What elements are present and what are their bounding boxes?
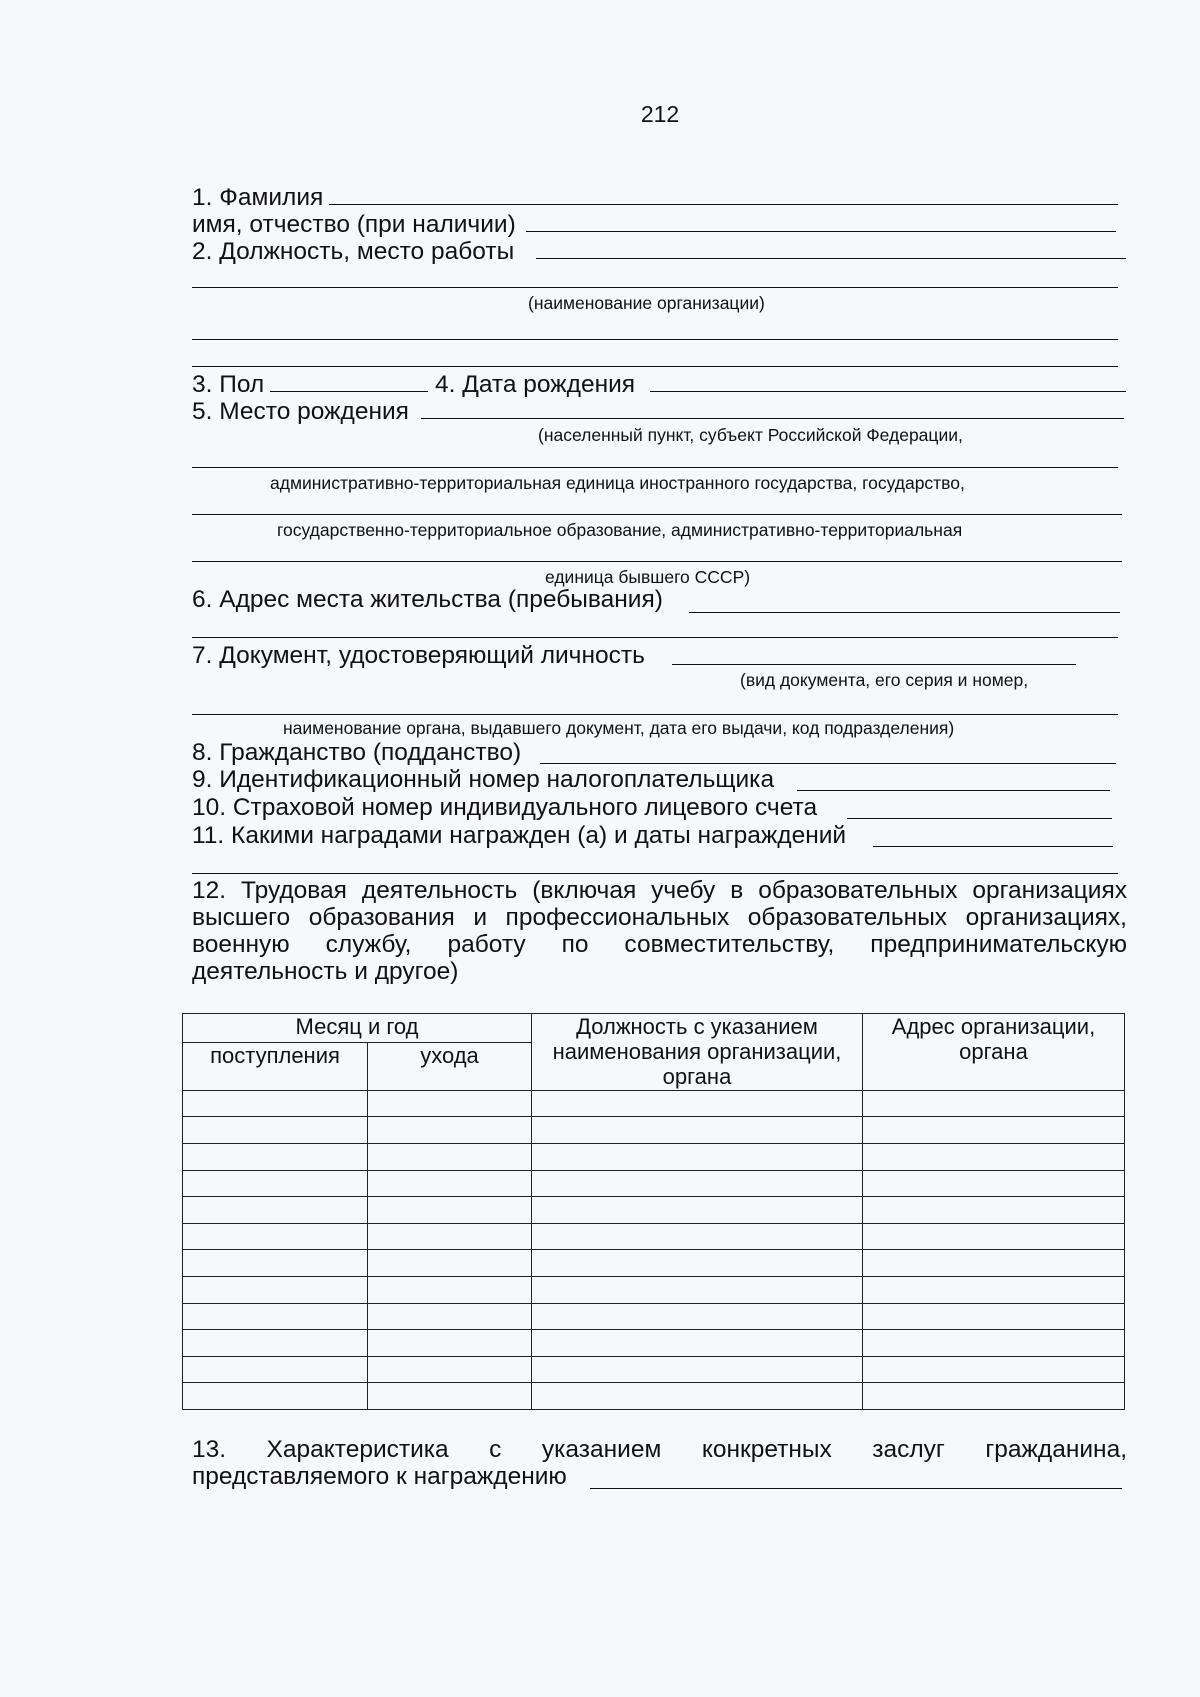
cell-end[interactable] <box>368 1197 532 1224</box>
cell-address[interactable] <box>863 1090 1125 1117</box>
cell-start[interactable] <box>183 1090 368 1117</box>
cell-address[interactable] <box>863 1170 1125 1197</box>
cell-position[interactable] <box>532 1277 863 1304</box>
cell-position[interactable] <box>532 1090 863 1117</box>
caption-id-document-2: наименование органа, выдавшего документ, дата его выдачи, код подразделения) <box>283 718 955 738</box>
table-row <box>183 1117 1125 1144</box>
cell-position[interactable] <box>532 1223 863 1250</box>
cell-position[interactable] <box>532 1303 863 1330</box>
field-label-surname: 1. Фамилия <box>192 184 324 211</box>
address-line[interactable] <box>689 612 1120 613</box>
cell-address[interactable] <box>863 1117 1125 1144</box>
header-position: Должность с указанием наименования организации, органа <box>532 1014 863 1091</box>
table-row <box>183 1277 1125 1304</box>
cell-position[interactable] <box>532 1197 863 1224</box>
cell-end[interactable] <box>368 1117 532 1144</box>
table-row <box>183 1197 1125 1224</box>
table-row <box>183 1383 1125 1410</box>
cell-address[interactable] <box>863 1223 1125 1250</box>
field-label-inn: 9. Идентификационный номер налогоплательщика <box>192 766 775 793</box>
cell-end[interactable] <box>368 1144 532 1171</box>
birthplace-line-2[interactable] <box>192 467 1118 468</box>
cell-start[interactable] <box>183 1330 368 1357</box>
cell-position[interactable] <box>532 1330 863 1357</box>
cell-start[interactable] <box>183 1223 368 1250</box>
cell-end[interactable] <box>368 1277 532 1304</box>
field-label-birthplace: 5. Место рождения <box>192 398 409 425</box>
cell-address[interactable] <box>863 1144 1125 1171</box>
birthplace-line[interactable] <box>421 418 1124 419</box>
cell-end[interactable] <box>368 1330 532 1357</box>
cell-end[interactable] <box>368 1303 532 1330</box>
birthplace-line-3[interactable] <box>192 514 1122 515</box>
characteristic-line[interactable] <box>590 1488 1122 1489</box>
page-number: 212 <box>640 101 680 127</box>
cell-position[interactable] <box>532 1383 863 1410</box>
cell-start[interactable] <box>183 1303 368 1330</box>
caption-birthplace-2: административно-территориальная единица иностранного государства, государство, <box>270 473 965 493</box>
cell-start[interactable] <box>183 1117 368 1144</box>
cell-start[interactable] <box>183 1277 368 1304</box>
table-row <box>183 1170 1125 1197</box>
cell-start[interactable] <box>183 1170 368 1197</box>
cell-position[interactable] <box>532 1117 863 1144</box>
surname-line[interactable] <box>329 204 1118 205</box>
table-row <box>183 1223 1125 1250</box>
caption-id-document-1: (вид документа, его серия и номер, <box>740 670 1029 690</box>
cell-start[interactable] <box>183 1356 368 1383</box>
caption-birthplace-4: единица бывшего СССР) <box>545 567 751 587</box>
organization-line[interactable] <box>192 287 1118 288</box>
citizenship-line[interactable] <box>540 763 1116 764</box>
awards-line-2[interactable] <box>192 873 1118 874</box>
birthdate-line[interactable] <box>650 391 1126 392</box>
caption-birthplace-1: (населенный пункт, субъект Российской Федерации, <box>538 425 963 445</box>
cell-start[interactable] <box>183 1250 368 1277</box>
id-document-line-2[interactable] <box>192 714 1118 715</box>
table-row <box>183 1144 1125 1171</box>
table-row <box>183 1330 1125 1357</box>
cell-end[interactable] <box>368 1223 532 1250</box>
cell-position[interactable] <box>532 1250 863 1277</box>
organization-line-3[interactable] <box>192 366 1118 367</box>
cell-end[interactable] <box>368 1356 532 1383</box>
cell-address[interactable] <box>863 1330 1125 1357</box>
sex-line[interactable] <box>270 391 428 392</box>
cell-end[interactable] <box>368 1170 532 1197</box>
table-row <box>183 1303 1125 1330</box>
cell-address[interactable] <box>863 1356 1125 1383</box>
field-label-snils: 10. Страховой номер индивидуального лицевого счета <box>192 794 818 821</box>
table-row <box>183 1356 1125 1383</box>
snils-line[interactable] <box>847 818 1112 819</box>
cell-start[interactable] <box>183 1383 368 1410</box>
name-line[interactable] <box>526 231 1116 232</box>
field-label-name: имя, отчество (при наличии) <box>192 211 516 238</box>
header-month-year: Месяц и год <box>183 1014 532 1043</box>
field-label-awards: 11. Какими наградами награжден (а) и даты награждений <box>192 822 847 849</box>
organization-line-2[interactable] <box>192 339 1118 340</box>
awards-line[interactable] <box>873 846 1113 847</box>
header-address: Адрес организации, органа <box>863 1014 1125 1091</box>
cell-end[interactable] <box>368 1383 532 1410</box>
cell-end[interactable] <box>368 1250 532 1277</box>
cell-start[interactable] <box>183 1144 368 1171</box>
field-label-position: 2. Должность, место работы <box>192 238 515 265</box>
cell-position[interactable] <box>532 1170 863 1197</box>
position-line[interactable] <box>536 258 1126 259</box>
work-history-heading: 12. Трудовая деятельность (включая учебу в образовательных организациях высшего образования и профессиональных образовательных организациях, военную службу, работу по совместительству, предпринимательскую деятельность и другое) <box>192 877 1127 985</box>
field-label-address: 6. Адрес места жительства (пребывания) <box>192 586 663 613</box>
table-row <box>183 1090 1125 1117</box>
cell-address[interactable] <box>863 1383 1125 1410</box>
cell-address[interactable] <box>863 1277 1125 1304</box>
header-start: поступления <box>183 1043 368 1091</box>
birthplace-line-4[interactable] <box>192 561 1122 562</box>
cell-start[interactable] <box>183 1197 368 1224</box>
cell-position[interactable] <box>532 1144 863 1171</box>
address-line-2[interactable] <box>192 637 1118 638</box>
work-history-table <box>182 1013 1125 1410</box>
cell-address[interactable] <box>863 1197 1125 1224</box>
inn-line[interactable] <box>797 790 1110 791</box>
cell-address[interactable] <box>863 1250 1125 1277</box>
characteristic-heading: 13. Характеристика с указанием конкретных заслуг гражданина, представляемого к награждению <box>192 1436 1127 1490</box>
cell-position[interactable] <box>532 1356 863 1383</box>
field-label-sex: 3. Пол <box>192 371 265 398</box>
caption-organization: (наименование организации) <box>528 293 765 313</box>
field-label-citizenship: 8. Гражданство (подданство) <box>192 739 522 766</box>
cell-end[interactable] <box>368 1090 532 1117</box>
table-row <box>183 1250 1125 1277</box>
header-end: ухода <box>368 1043 532 1091</box>
field-label-id-document: 7. Документ, удостоверяющий личность <box>192 642 645 669</box>
id-document-line[interactable] <box>672 664 1076 665</box>
cell-address[interactable] <box>863 1303 1125 1330</box>
field-label-birthdate: 4. Дата рождения <box>435 371 636 398</box>
caption-birthplace-3: государственно-территориальное образование, административно-территориальная <box>277 520 963 540</box>
